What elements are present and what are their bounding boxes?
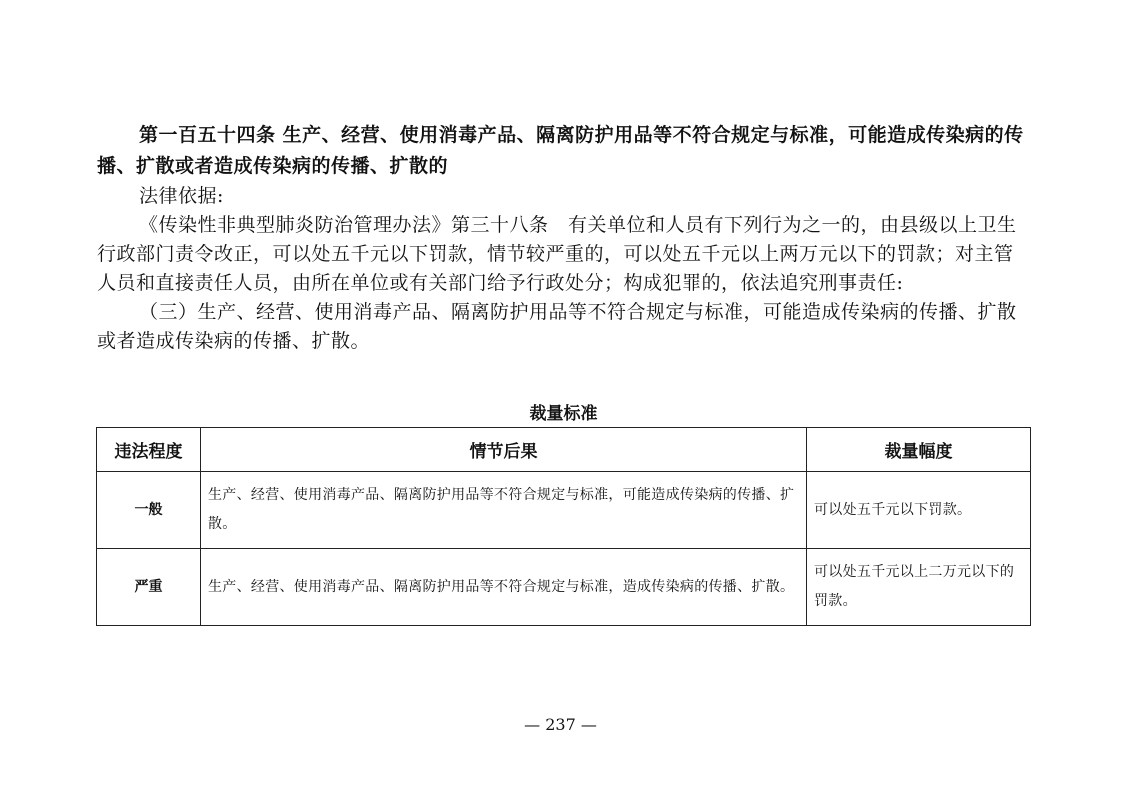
violation-level-cell: 严重 (97, 549, 201, 626)
discretion-standard-table (96, 427, 1031, 626)
legal-basis-label: 法律依据: (139, 185, 224, 207)
article-title: 第一百五十四条 生产、经营、使用消毒产品、隔离防护用品等不符合规定与标准，可能造成传染病的传播、扩散或者造成传染病的传播、扩散的 (97, 124, 1024, 177)
law-text: 《传染性非典型肺炎防治管理办法》第三十八条 有关单位和人员有下列行为之一的，由县级以上卫生行政部门责令改正，可以处五千元以下罚款，情节较严重的，可以处五千元以上两万元以下的罚款；对主管人员和直接责任人员，由所在单位或有关部门给予行政处分；构成犯罪的，依法追究刑事责任: (97, 214, 1017, 294)
clause-text: （三）生产、经营、使用消毒产品、隔离防护用品等不符合规定与标准，可能造成传染病的传播、扩散或者造成传染病的传播、扩散。 (97, 301, 1017, 352)
circumstance-cell: 生产、经营、使用消毒产品、隔离防护用品等不符合规定与标准，可能造成传染病的传播、扩散。 (201, 472, 807, 549)
violation-level-cell: 一般 (97, 472, 201, 549)
table-header-row (97, 428, 1031, 472)
penalty-range-cell: 可以处五千元以下罚款。 (807, 472, 1031, 549)
page-number: — 237 — (524, 715, 597, 734)
article-body (97, 120, 1030, 356)
header-circumstance: 情节后果 (201, 428, 807, 472)
table-row (97, 472, 1031, 549)
table-row (97, 549, 1031, 626)
circumstance-cell: 生产、经营、使用消毒产品、隔离防护用品等不符合规定与标准，造成传染病的传播、扩散。 (201, 549, 807, 626)
header-penalty-range: 裁量幅度 (807, 428, 1031, 472)
penalty-range-cell: 可以处五千元以上二万元以下的罚款。 (807, 549, 1031, 626)
header-violation-level: 违法程度 (97, 428, 201, 472)
table-caption: 裁量标准 (529, 404, 598, 424)
